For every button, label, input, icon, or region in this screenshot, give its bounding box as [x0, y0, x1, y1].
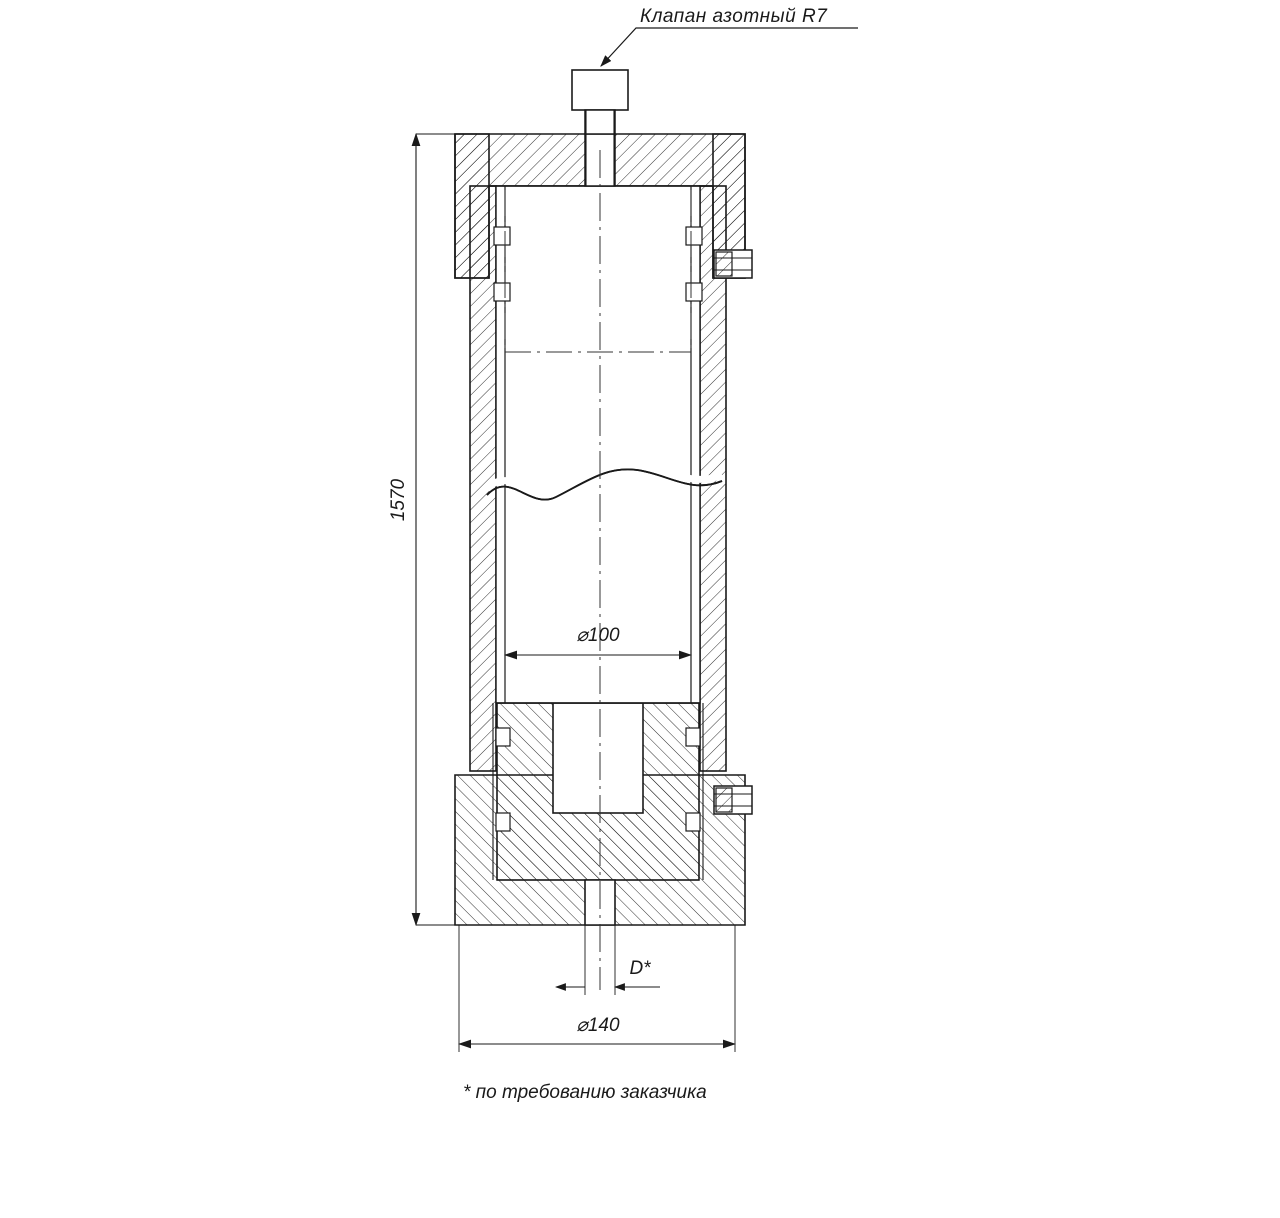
left-wall-hatch [470, 186, 496, 771]
valve-label: Клапан азотный R7 [640, 6, 828, 27]
seal-left-upper [494, 227, 510, 245]
seal-left-lower [496, 728, 510, 746]
rod-diameter-dimension [556, 925, 660, 995]
leader-arrow-icon [601, 28, 858, 66]
seal-right-lower-2 [686, 813, 700, 831]
lower-port-hatch [716, 788, 732, 812]
valve-leader-group [601, 6, 858, 66]
overall-length-dimension [388, 134, 455, 925]
seal-left-upper-2 [494, 283, 510, 301]
seal-left-lower-2 [496, 813, 510, 831]
upper-port-hatch [716, 252, 732, 276]
piston-cavity [553, 703, 643, 813]
bore-diameter-value: ⌀100 [576, 625, 620, 646]
seal-right-upper-2 [686, 283, 702, 301]
seal-right-upper [686, 227, 702, 245]
footnote-text: * по требованию заказчика [463, 1082, 707, 1103]
outer-diameter-value: ⌀140 [576, 1015, 620, 1036]
rod-diameter-value: D* [629, 958, 651, 979]
overall-length-value: 1570 [388, 478, 409, 522]
outer-diameter-dimension [459, 925, 735, 1052]
valve-neck [585, 110, 615, 134]
seal-right-lower [686, 728, 700, 746]
valve-body-block [572, 70, 628, 110]
